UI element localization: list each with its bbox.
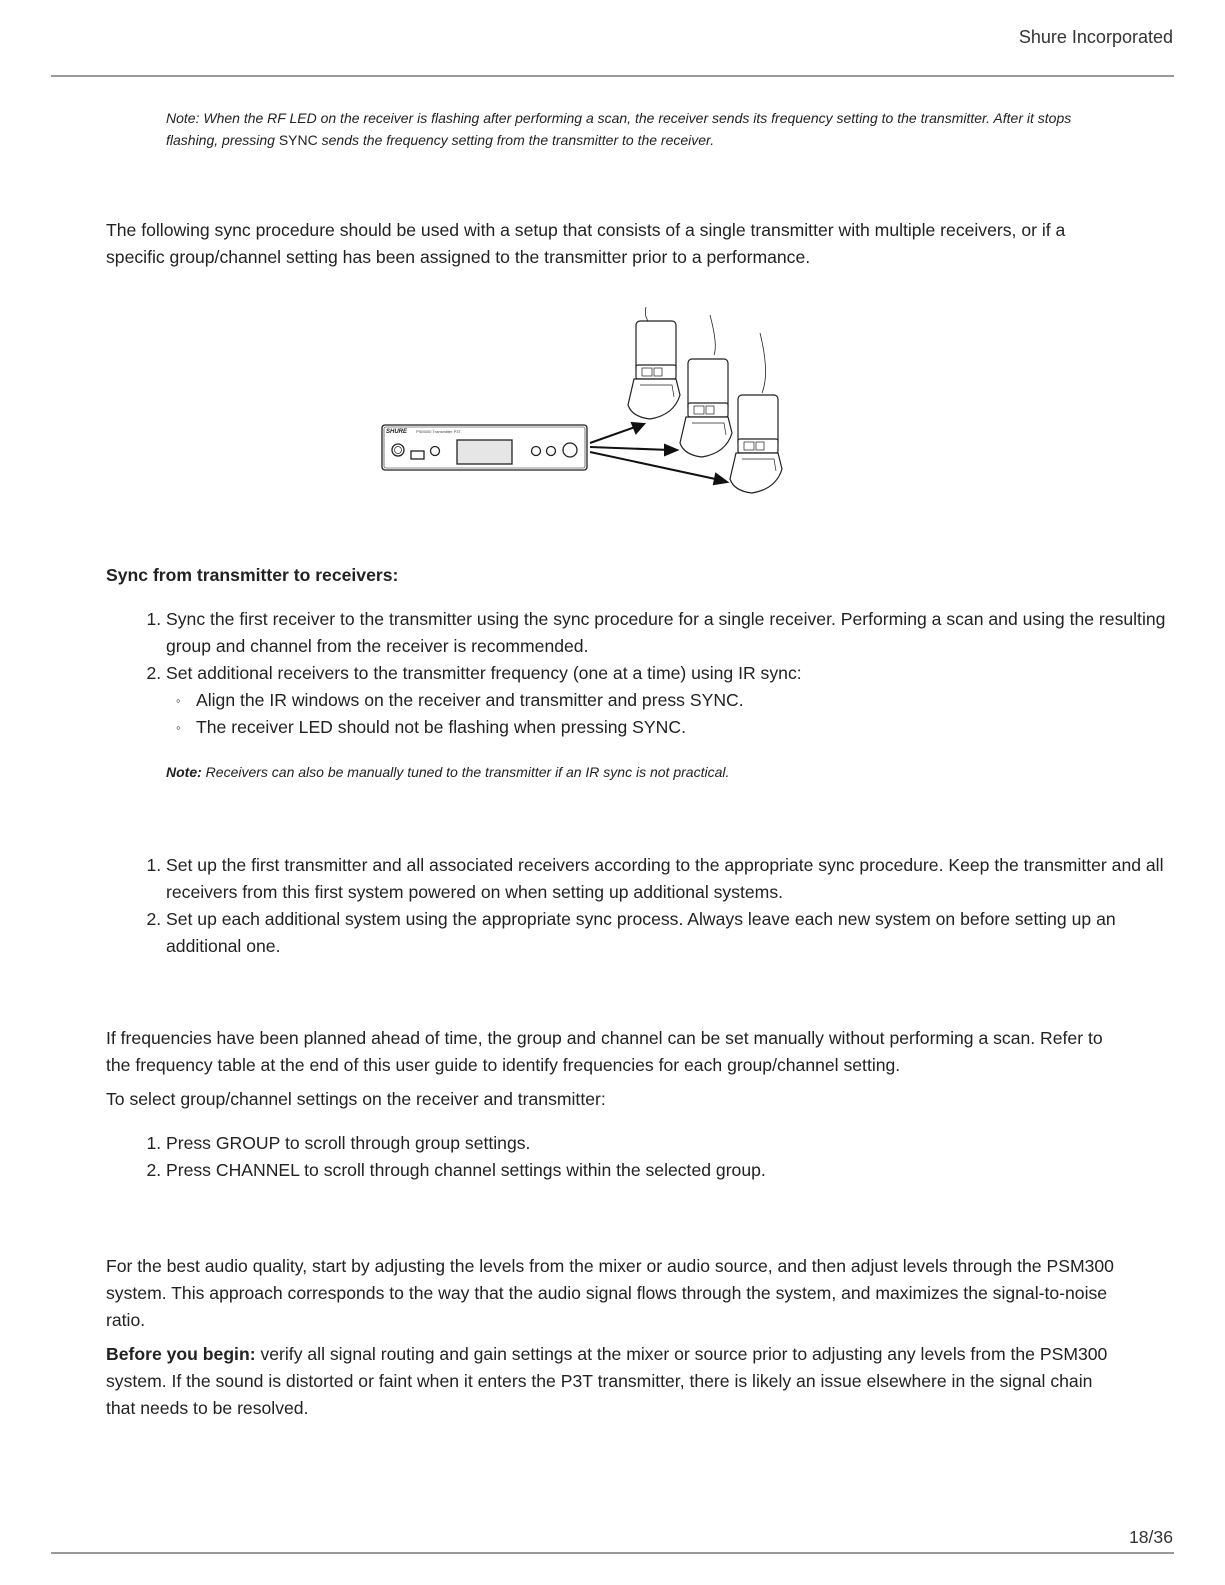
sync-step-2-text: Set additional receivers to the transmitter frequency (one at a time) using IR sync:	[166, 663, 802, 683]
page-number: 18/36	[1128, 1527, 1173, 1547]
note-rf-led	[166, 107, 1106, 151]
sync-substeps-list	[166, 687, 1176, 741]
before-begin-label: Before you begin:	[106, 1344, 256, 1364]
sync-steps-list	[106, 606, 1176, 741]
header-rule	[51, 75, 1174, 77]
before-begin-paragraph	[106, 1341, 1116, 1422]
manual-steps-list	[106, 1130, 1176, 1184]
sync-substep-1-text: Align the IR windows on the receiver and transmitter and press SYNC.	[196, 690, 744, 710]
sync-substep-1	[176, 687, 1176, 714]
manual-step-2: 2. Press CHANNEL to scroll through channel settings within the selected group.	[166, 1157, 1176, 1184]
note-rf-led-part1: Note: When the RF LED on the receiver is flashing after performing a scan, the receiver sends its frequency setting to the transmitter. After it stops flashing, pressing	[166, 110, 1072, 148]
manual-intro: To select group/channel settings on the receiver and transmitter:	[106, 1089, 606, 1109]
sync-heading: Sync from transmitter to receivers:	[106, 565, 399, 585]
multi-step-2: 2. Set up each additional system using the appropriate sync process. Always leave each new system on before setting up an additional one.	[166, 906, 1176, 960]
manual-step-1: 1. Press GROUP to scroll through group settings.	[166, 1130, 1176, 1157]
circle-bullet-icon: ◦	[176, 693, 181, 708]
receiver-unit-3	[730, 333, 782, 493]
sync-substep-2	[176, 714, 1176, 741]
receiver-unit-1	[628, 307, 680, 419]
header-company: Shure Incorporated	[1018, 27, 1173, 47]
footer-rule	[51, 1552, 1174, 1554]
manual-paragraph: If frequencies have been planned ahead of time, the group and channel can be set manually without performing a scan. Refer to the frequency table at the end of this user guide to identify frequencies for each group/channel setting.	[106, 1028, 1103, 1075]
intro-paragraph: The following sync procedure should be used with a setup that consists of a single transmitter with multiple receivers, or if a specific group/channel setting has been assigned to the transmitter prior to a performance.	[106, 220, 1066, 267]
multi-system-steps-list	[106, 852, 1176, 960]
transmitter-logo: SHURE	[386, 429, 408, 435]
sync-substep-2-text: The receiver LED should not be flashing when pressing SYNC.	[196, 717, 686, 737]
note-sync-word: SYNC	[278, 132, 318, 148]
transmitter-model: PSM300 Transmitter P3T	[416, 429, 461, 434]
transmitter-illustration	[382, 425, 587, 470]
audio-paragraph: For the best audio quality, start by adjusting the levels from the mixer or audio source, and then adjust levels through the PSM300 system. This approach corresponds to the way that the audio signal flows through the system, and maximizes the signal-to-noise ratio.	[106, 1256, 1114, 1330]
multi-step-1: 1. Set up the first transmitter and all associated receivers according to the appropriate sync procedure. Keep the transmitter and all receivers from this first system powered on when setting up additional systems.	[166, 852, 1176, 906]
before-begin-text: verify all signal routing and gain settings at the mixer or source prior to adjusting any levels from the PSM300 system. If the sound is distorted or faint when it enters the P3T transmitter, there is likely an issue elsewhere in the signal chain that needs to be resolved.	[106, 1344, 1108, 1418]
note-label: Note:	[166, 764, 202, 780]
circle-bullet-icon: ◦	[176, 720, 181, 735]
note-receivers	[166, 764, 729, 780]
note-rf-led-part2: sends the frequency setting from the transmitter to the receiver.	[317, 132, 715, 148]
sync-step-1: 1. Sync the first receiver to the transmitter using the sync procedure for a single receiver. Performing a scan and using the resulting group and channel from the receiver is recommended.	[166, 606, 1176, 660]
receiver-unit-2	[680, 315, 732, 457]
transmitter-receivers-figure	[380, 307, 800, 507]
note-receivers-text: Receivers can also be manually tuned to the transmitter if an IR sync is not practical.	[201, 764, 730, 780]
sync-step-2	[166, 660, 1176, 741]
